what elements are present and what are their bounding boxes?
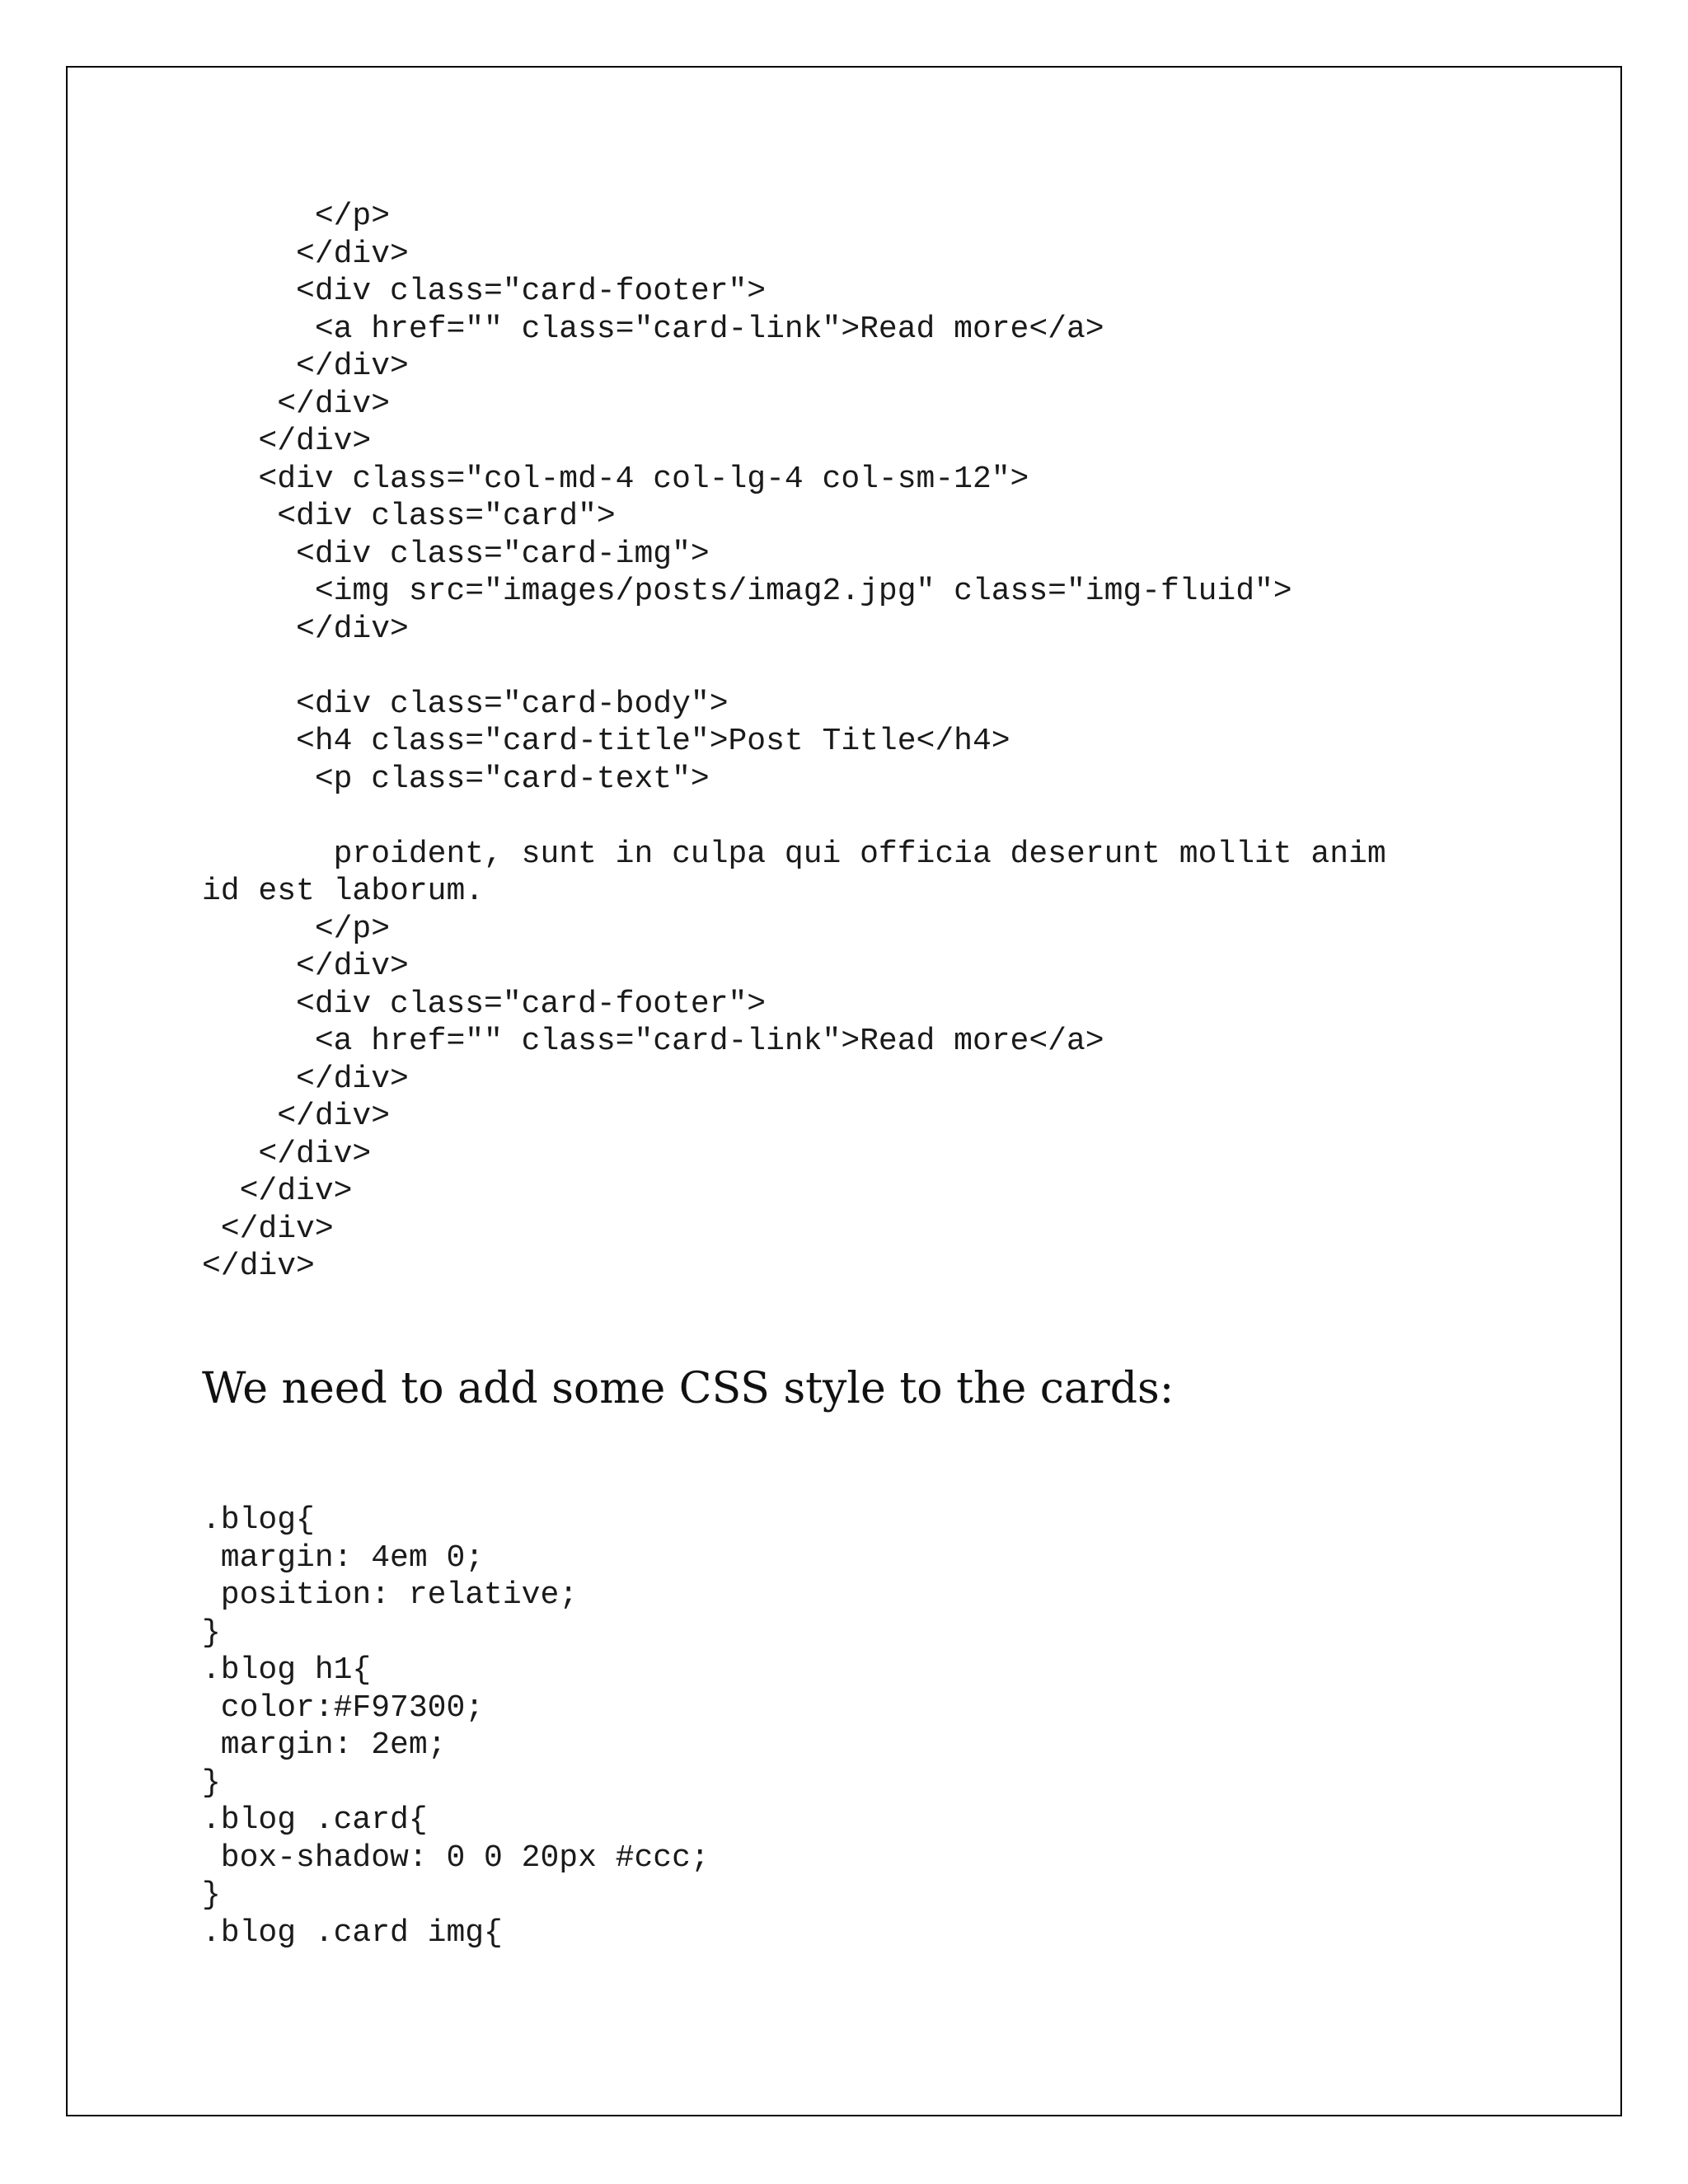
code-line: .blog .card img{ [202,1915,503,1951]
code-line: </div> [202,1136,372,1172]
code-line: position: relative; [202,1577,579,1613]
code-line: </p> [202,911,391,947]
css-code-block [202,1502,710,1952]
code-line: <a href="" class="card-link">Read more</a> [202,311,1104,347]
code-line: id est laborum. [202,874,485,909]
code-line [202,648,1386,686]
code-line: </div> [202,1061,409,1097]
code-line: <h4 class="card-title">Post Title</h4> [202,724,1010,759]
code-line: </div> [202,236,409,272]
code-line: <p class="card-text"> [202,761,710,797]
code-line: </div> [202,1174,353,1209]
code-line: .blog h1{ [202,1652,372,1688]
code-line: </div> [202,349,409,384]
html-code-block [202,198,1386,1286]
code-line: margin: 4em 0; [202,1540,485,1576]
code-line: margin: 2em; [202,1727,447,1763]
code-line: <img src="images/posts/imag2.jpg" class="img-fluid"> [202,574,1292,609]
body-paragraph: We need to add some CSS style to the cards: [202,1364,1175,1413]
code-line: </div> [202,424,372,459]
code-line [202,798,1386,836]
code-line: <a href="" class="card-link">Read more</a> [202,1024,1104,1059]
code-line: .blog{ [202,1502,315,1538]
code-line: <div class="card"> [202,499,616,534]
code-line: </div> [202,949,409,984]
code-line: <div class="card-body"> [202,686,729,722]
code-line: </div> [202,386,391,422]
code-line: color:#F97300; [202,1690,485,1726]
code-line: .blog .card{ [202,1802,428,1838]
code-line: </div> [202,611,409,647]
code-line: } [202,1877,221,1913]
code-line: </p> [202,199,391,234]
code-line: </div> [202,1211,334,1247]
code-line: <div class="card-footer"> [202,274,767,309]
code-line: box-shadow: 0 0 20px #ccc; [202,1840,710,1876]
code-line: <div class="col-md-4 col-lg-4 col-sm-12"> [202,461,1029,497]
code-line: } [202,1615,221,1651]
code-line: </div> [202,1099,391,1134]
code-line: proident, sunt in culpa qui officia deserunt mollit anim [202,836,1386,872]
code-line: <div class="card-img"> [202,536,710,572]
code-line: <div class="card-footer"> [202,986,767,1022]
code-line: </div> [202,1249,315,1284]
code-line: } [202,1765,221,1801]
